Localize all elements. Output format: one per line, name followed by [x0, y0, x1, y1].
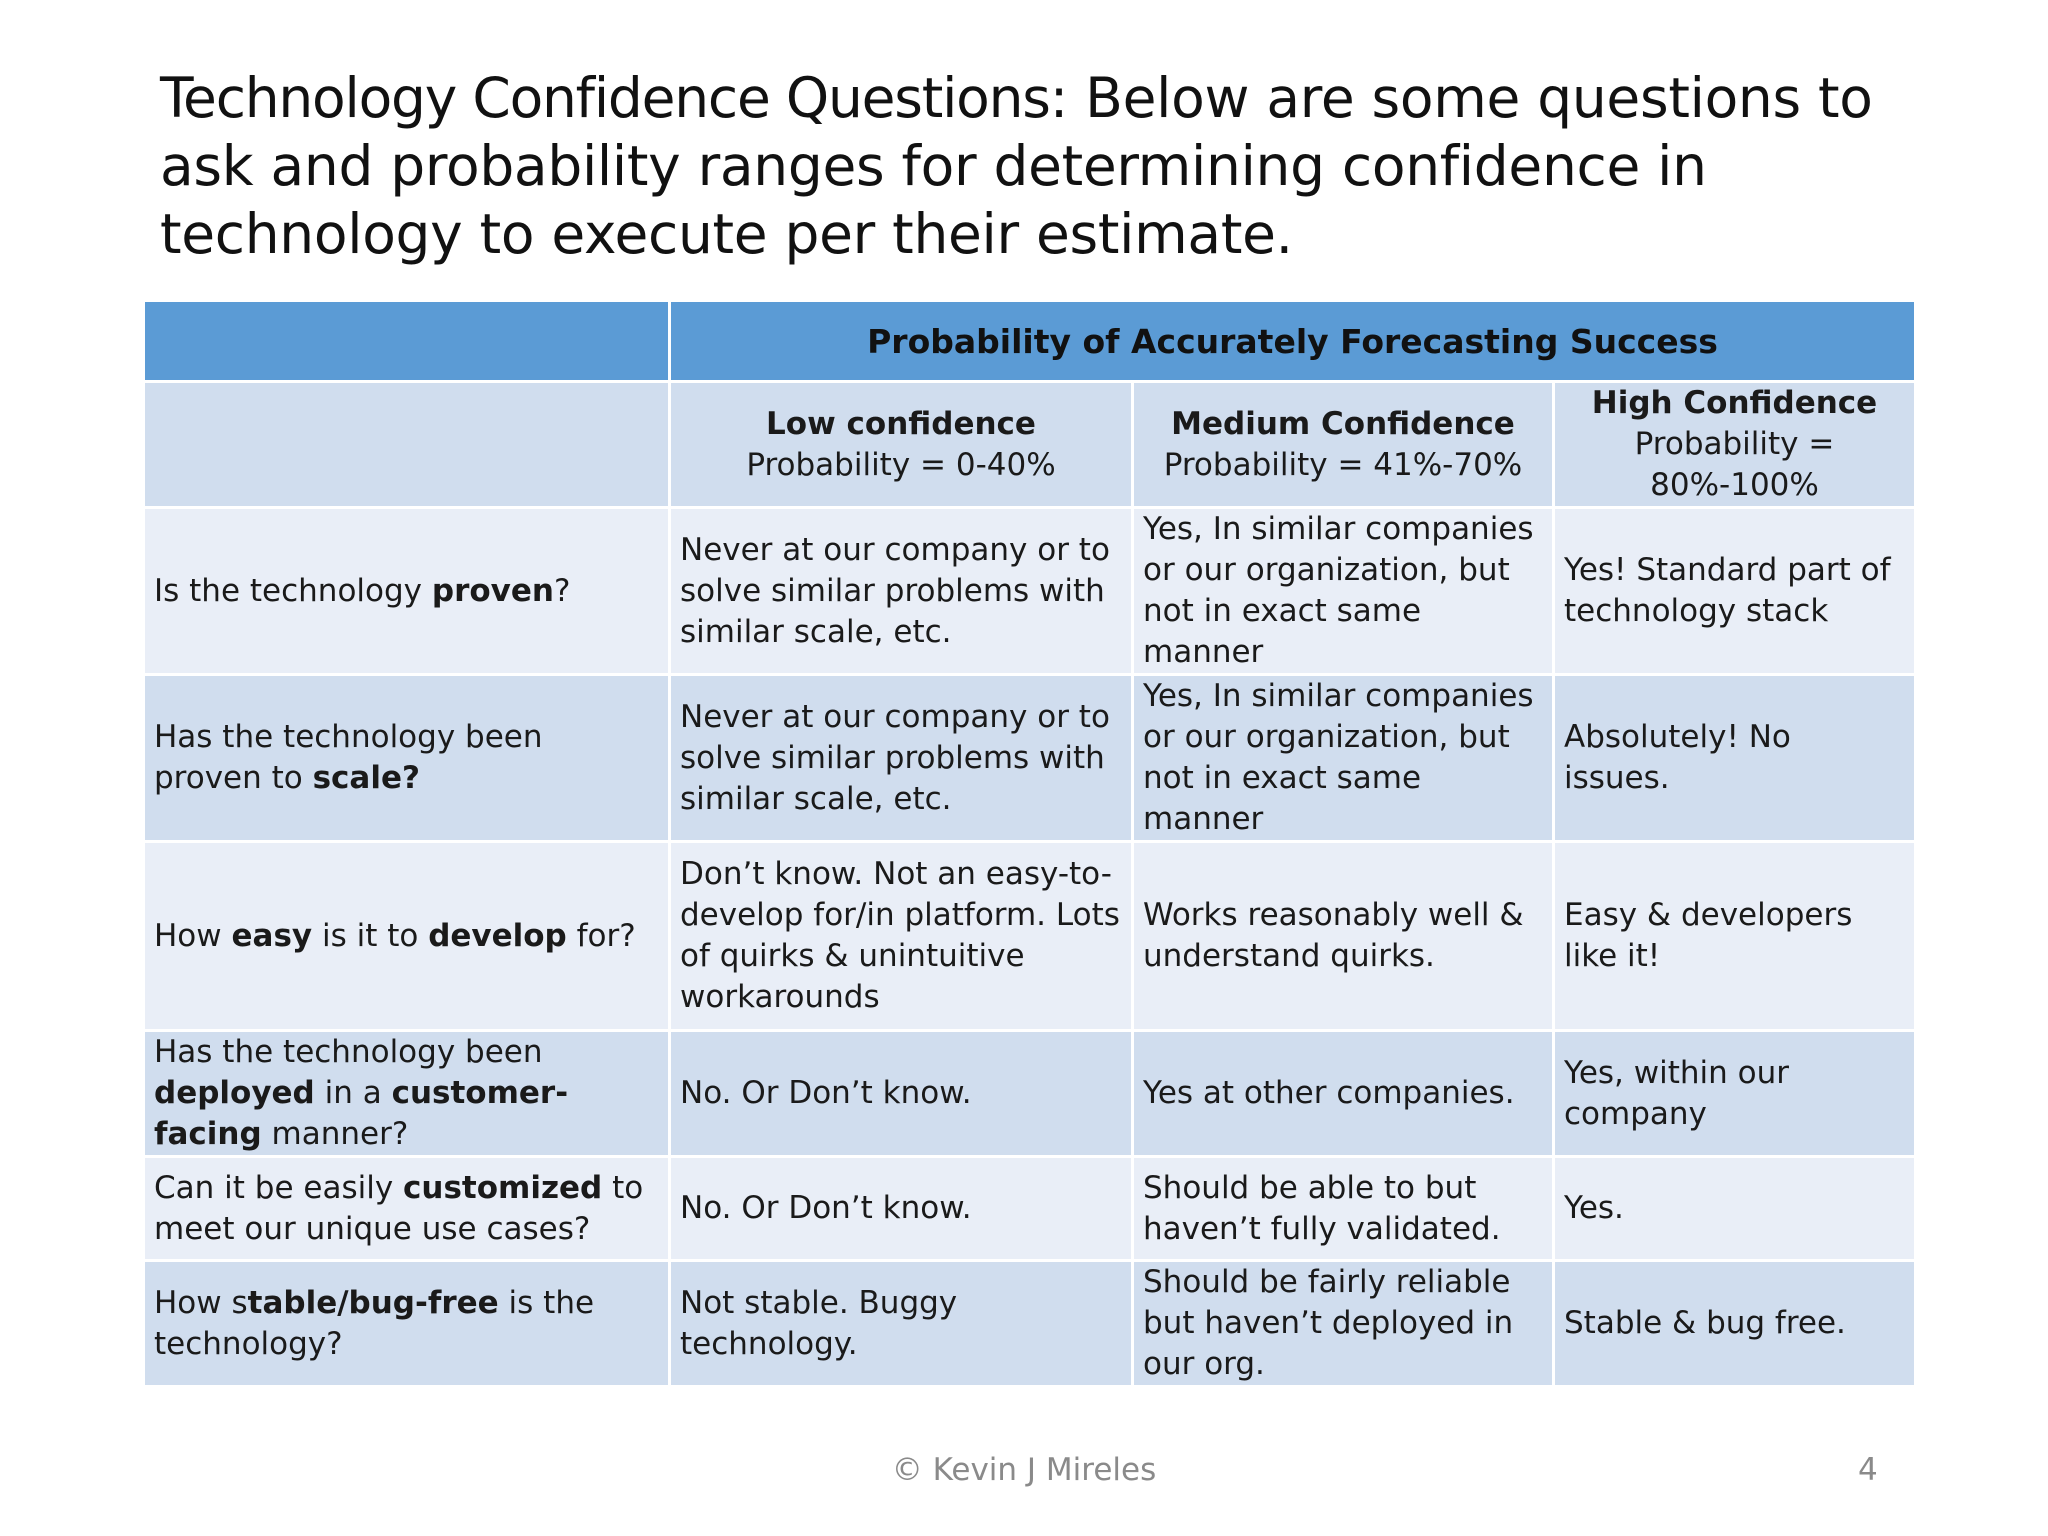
answer-high: Stable & bug free.	[1554, 1261, 1916, 1387]
question-cell	[144, 1261, 670, 1387]
question-text: manner?	[261, 1116, 409, 1152]
confidence-table	[142, 299, 1917, 1388]
question-text: How	[154, 917, 232, 954]
answer-low: Don’t know. Not an easy-to-develop for/in platform. Lots of quirks & unintuitive workarounds	[670, 842, 1133, 1031]
question-text: to meet our unique use cases?	[154, 1169, 644, 1247]
question-keyword: proven	[431, 572, 554, 609]
question-text: Can it be easily	[154, 1169, 404, 1206]
answer-low: No. Or Don’t know.	[670, 1031, 1133, 1157]
question-cell	[144, 508, 670, 675]
question-keyword: table/bug-free	[247, 1284, 499, 1321]
question-cell	[144, 675, 670, 842]
answer-medium: Yes at other companies.	[1133, 1031, 1554, 1157]
footer-copyright: © Kevin J Mireles	[891, 1452, 1157, 1488]
question-keyword: customer-facing	[154, 1075, 569, 1152]
question-text: is it to	[312, 917, 429, 954]
question-keyword: easy	[231, 917, 313, 954]
question-keyword: deployed	[154, 1075, 315, 1111]
column-level: Medium Confidence	[1171, 405, 1515, 442]
question-text: Is the technology	[154, 572, 432, 609]
question-cell	[144, 1157, 670, 1261]
question-text: ?	[553, 572, 571, 609]
column-probability: Probability = 41%-70%	[1163, 446, 1523, 483]
title-lead: Technology Confidence Questions	[160, 66, 1050, 130]
column-header-row	[144, 382, 1916, 508]
answer-medium: Yes, In similar companies or our organization, but not in exact same manner	[1133, 508, 1554, 675]
answer-high: Yes, within our company	[1554, 1031, 1916, 1157]
page-number: 4	[1858, 1452, 1878, 1488]
question-keyword: scale?	[312, 760, 420, 796]
table-row	[144, 1157, 1916, 1261]
question-text: in a	[314, 1075, 392, 1111]
table-row	[144, 508, 1916, 675]
table-row	[144, 1261, 1916, 1387]
answer-low: No. Or Don’t know.	[670, 1157, 1133, 1261]
answer-low: Never at our company or to solve similar problems with similar scale, etc.	[670, 675, 1133, 842]
header-empty-cell	[144, 382, 670, 508]
question-text: Has the technology been proven to	[154, 719, 543, 796]
question-text: is the technology?	[154, 1284, 595, 1362]
table-banner-row	[144, 301, 1916, 382]
question-cell	[144, 842, 670, 1031]
question-keyword: customized	[403, 1169, 603, 1206]
question-keyword: develop	[428, 917, 567, 954]
answer-high: Yes.	[1554, 1157, 1916, 1261]
column-header-medium	[1133, 382, 1554, 508]
column-probability: Probability = 0-40%	[746, 446, 1056, 483]
table-banner: Probability of Accurately Forecasting Success	[670, 301, 1916, 382]
table-row	[144, 842, 1916, 1031]
answer-high: Yes! Standard part of technology stack	[1554, 508, 1916, 675]
column-header-low	[670, 382, 1133, 508]
answer-medium: Should be able to but haven’t fully validated.	[1133, 1157, 1554, 1261]
title-rest: : Below are some questions to ask and probability ranges for determining confidence in technology to execute per their estimate.	[160, 66, 1873, 266]
question-text: Has the technology been	[154, 1034, 543, 1070]
answer-medium: Works reasonably well & understand quirks.	[1133, 842, 1554, 1031]
table-row	[144, 1031, 1916, 1157]
answer-low: Never at our company or to solve similar problems with similar scale, etc.	[670, 508, 1133, 675]
banner-empty-cell	[144, 301, 670, 382]
answer-high: Easy & developers like it!	[1554, 842, 1916, 1031]
column-probability: Probability = 80%-100%	[1634, 426, 1835, 503]
answer-medium: Yes, In similar companies or our organization, but not in exact same manner	[1133, 675, 1554, 842]
slide-title	[160, 64, 1920, 268]
answer-medium: Should be fairly reliable but haven’t deployed in our org.	[1133, 1261, 1554, 1387]
question-cell	[144, 1031, 670, 1157]
column-level: High Confidence	[1591, 385, 1878, 421]
question-text: for?	[566, 917, 636, 954]
table-row	[144, 675, 1916, 842]
column-level: Low confidence	[766, 405, 1036, 442]
question-text: How s	[154, 1284, 248, 1321]
column-header-high	[1554, 382, 1916, 508]
answer-high: Absolutely! No issues.	[1554, 675, 1916, 842]
answer-low: Not stable. Buggy technology.	[670, 1261, 1133, 1387]
